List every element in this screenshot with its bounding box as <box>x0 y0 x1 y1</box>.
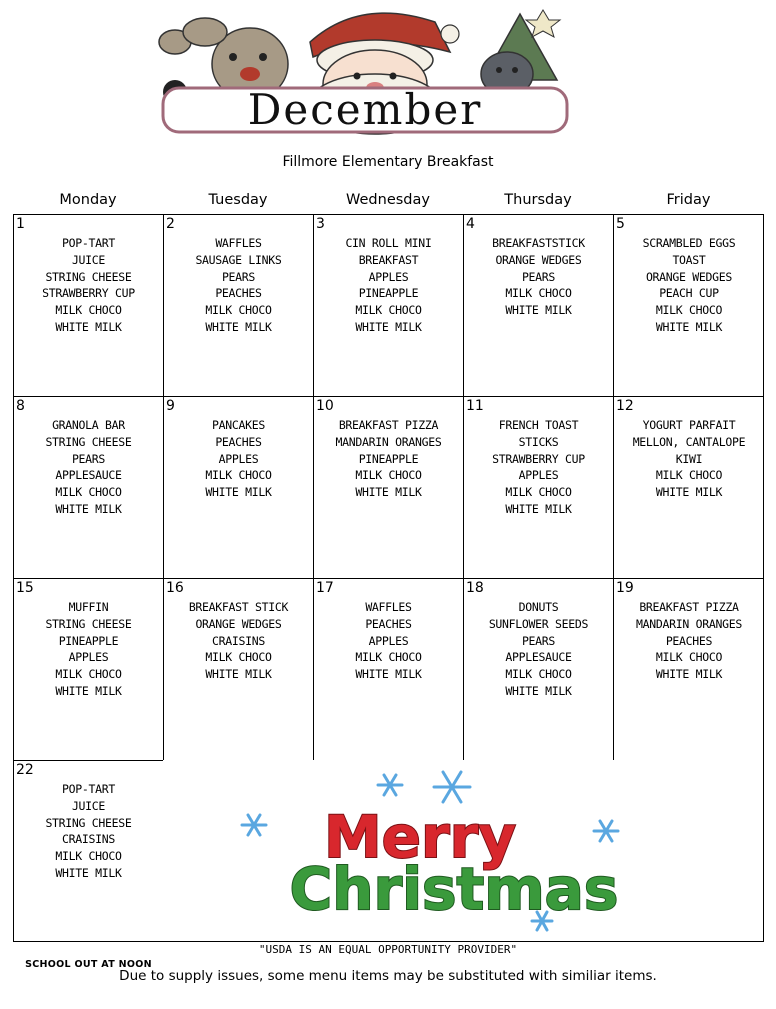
menu-item: SCRAMBLED EGGS <box>642 236 736 250</box>
menu-item: CIN ROLL MINI <box>345 236 432 250</box>
menu-item: SUNFLOWER SEEDS <box>488 616 589 631</box>
menu-items <box>464 417 613 518</box>
menu-item: MILK CHOCO <box>205 303 272 318</box>
menu-items <box>614 235 764 336</box>
date-number: 4 <box>466 216 475 232</box>
day-cell-monday <box>13 396 163 578</box>
menu-item: MILK CHOCO <box>355 468 422 483</box>
menu-item: BREAKFAST STICK <box>188 600 289 614</box>
menu-item: WHITE MILK <box>355 319 422 334</box>
menu-item: MELLON, CANTALOPE <box>632 434 746 449</box>
menu-item: WHITE MILK <box>505 501 572 516</box>
menu-item: CRAISINS <box>62 832 115 847</box>
day-cell-friday <box>613 214 764 396</box>
menu-item: PEACHES <box>665 633 713 648</box>
menu-item: WHITE MILK <box>355 485 422 500</box>
menu-item: APPLESAUCE <box>55 468 122 483</box>
menu-items <box>14 417 163 518</box>
substitution-disclaimer: Due to supply issues, some menu items may be substituted with similiar items. <box>119 968 657 984</box>
menu-item: APPLES <box>218 451 259 466</box>
menu-item: MILK CHOCO <box>505 485 572 500</box>
menu-item: STICKS <box>518 434 559 449</box>
menu-item: WHITE MILK <box>205 485 272 500</box>
menu-item: WAFFLES <box>215 236 262 250</box>
day-cell-thursday <box>463 578 613 760</box>
menu-item: BREAKFAST PIZZA <box>338 418 439 432</box>
date-number: 17 <box>316 580 334 596</box>
menu-item: WHITE MILK <box>505 683 572 698</box>
menu-item: WHITE MILK <box>655 485 723 500</box>
menu-item: MANDARIN ORANGES <box>335 434 442 449</box>
menu-item: APPLES <box>368 633 409 648</box>
menu-item: STRING CHEESE <box>45 434 132 449</box>
weekday-header-row <box>13 192 764 214</box>
day-cell-tuesday <box>163 214 313 396</box>
menu-item: STRAWBERRY CUP <box>492 451 585 466</box>
day-cell-wednesday <box>313 578 463 760</box>
month-lettering: December <box>247 85 483 134</box>
menu-item: BREAKFAST PIZZA <box>639 600 739 614</box>
day-cell-tuesday <box>163 578 313 760</box>
usda-statement: "USDA IS AN EQUAL OPPORTUNITY PROVIDER" <box>258 943 518 956</box>
day-cell-friday <box>613 396 764 578</box>
date-number: 12 <box>616 398 634 414</box>
menu-item: BREAKFASTSTICK <box>492 236 585 250</box>
menu-item: MILK CHOCO <box>55 849 122 864</box>
menu-item: DONUTS <box>518 600 559 614</box>
menu-item: KIWI <box>675 451 703 466</box>
day-header-monday: Monday <box>59 192 117 208</box>
menu-items <box>614 417 764 501</box>
menu-item: WHITE MILK <box>655 319 723 334</box>
menu-items <box>14 599 163 700</box>
menu-item: APPLESAUCE <box>505 650 572 665</box>
menu-item: MILK CHOCO <box>55 303 122 318</box>
day-header-thursday: Thursday <box>504 192 572 208</box>
menu-item: PEACH CUP <box>659 286 719 301</box>
menu-item: APPLES <box>518 468 559 483</box>
date-number: 3 <box>316 216 325 232</box>
menu-items <box>164 599 313 683</box>
menu-item: MILK CHOCO <box>355 303 422 318</box>
menu-item: PEARS <box>521 269 556 284</box>
december-header-illustration <box>145 2 585 142</box>
menu-item: GRANOLA BAR <box>52 418 125 432</box>
menu-item: WHITE MILK <box>205 667 272 682</box>
christmas-tree-icon <box>481 10 560 96</box>
menu-item: MILK CHOCO <box>505 667 572 682</box>
menu-item: WHITE MILK <box>355 667 422 682</box>
menu-item: PEACHES <box>215 434 262 449</box>
day-note: SCHOOL OUT AT NOON <box>25 959 152 970</box>
menu-item: STRING CHEESE <box>45 269 132 284</box>
menu-item: MILK CHOCO <box>655 650 723 665</box>
menu-item: YOGURT PARFAIT <box>642 418 736 432</box>
menu-item: PEACHES <box>365 616 412 631</box>
day-cell-wednesday <box>313 396 463 578</box>
banner-merry: Merry <box>323 803 517 871</box>
menu-items <box>14 781 163 882</box>
menu-items <box>164 417 313 501</box>
day-cell-friday <box>613 578 764 760</box>
menu-item: WHITE MILK <box>505 303 572 318</box>
menu-item: PANCAKES <box>212 418 265 432</box>
menu-item: JUICE <box>71 252 106 267</box>
day-header-tuesday: Tuesday <box>208 192 268 208</box>
menu-item: BREAKFAST <box>358 252 419 267</box>
menu-items <box>14 235 163 336</box>
day-cell-monday <box>13 214 163 396</box>
menu-items <box>314 235 463 336</box>
menu-item: STRING CHEESE <box>45 815 132 830</box>
date-number: 9 <box>166 398 175 414</box>
date-number: 11 <box>466 398 484 414</box>
day-cell-wednesday <box>313 214 463 396</box>
menu-item: PINEAPPLE <box>358 286 419 301</box>
menu-item: WHITE MILK <box>55 501 122 516</box>
menu-item: MILK CHOCO <box>655 303 723 318</box>
menu-item: ORANGE WEDGES <box>195 616 282 631</box>
date-number: 5 <box>616 216 625 232</box>
date-number: 22 <box>16 762 34 778</box>
menu-item: WHITE MILK <box>55 683 122 698</box>
menu-item: TOAST <box>672 252 706 267</box>
date-number: 8 <box>16 398 25 414</box>
menu-item: PINEAPPLE <box>358 451 419 466</box>
menu-item: STRAWBERRY CUP <box>42 286 135 301</box>
menu-item: WHITE MILK <box>55 319 122 334</box>
menu-item: WAFFLES <box>365 600 412 614</box>
menu-item: ORANGE WEDGES <box>645 269 733 284</box>
menu-item: MILK CHOCO <box>505 286 572 301</box>
menu-item: FRENCH TOAST <box>498 418 579 432</box>
menu-item: PEARS <box>71 451 106 466</box>
menu-item: POP-TART <box>62 782 115 796</box>
day-cell-thursday <box>463 396 613 578</box>
date-number: 15 <box>16 580 34 596</box>
menu-item: JUICE <box>71 798 106 813</box>
day-cell-monday <box>13 578 163 760</box>
day-header-friday: Friday <box>666 192 711 208</box>
menu-item: MANDARIN ORANGES <box>636 616 742 631</box>
date-number: 1 <box>16 216 25 232</box>
menu-item: POP-TART <box>62 236 115 250</box>
menu-items <box>314 417 463 501</box>
menu-item: PEARS <box>221 269 256 284</box>
menu-item: MILK CHOCO <box>55 667 122 682</box>
menu-item: MILK CHOCO <box>205 468 272 483</box>
date-number: 18 <box>466 580 484 596</box>
menu-item: WHITE MILK <box>655 667 723 682</box>
menu-item: APPLES <box>368 269 409 284</box>
menu-item: MILK CHOCO <box>655 468 723 483</box>
menu-item: SAUSAGE LINKS <box>195 252 282 267</box>
menu-item: STRING CHEESE <box>45 616 132 631</box>
day-cell-monday <box>13 760 163 970</box>
page-title: Fillmore Elementary Breakfast <box>282 154 494 170</box>
menu-item: MILK CHOCO <box>355 650 422 665</box>
menu-item: ORANGE WEDGES <box>495 252 582 267</box>
menu-item: WHITE MILK <box>205 319 272 334</box>
menu-item: APPLES <box>68 650 109 665</box>
day-cell-thursday <box>463 214 613 396</box>
menu-items <box>164 235 313 336</box>
menu-item: MILK CHOCO <box>55 485 122 500</box>
date-number: 2 <box>166 216 175 232</box>
date-number: 16 <box>166 580 184 596</box>
menu-items <box>314 599 463 683</box>
menu-items <box>464 235 613 319</box>
day-cell-tuesday <box>163 396 313 578</box>
date-number: 19 <box>616 580 634 596</box>
date-number: 10 <box>316 398 334 414</box>
menu-item: MILK CHOCO <box>205 650 272 665</box>
merry-christmas-banner <box>164 761 764 941</box>
menu-item: PINEAPPLE <box>58 633 119 648</box>
menu-item: PEARS <box>521 633 556 648</box>
menu-item: PEACHES <box>215 286 262 301</box>
menu-item: MUFFIN <box>68 600 109 614</box>
menu-items <box>614 599 764 683</box>
menu-items <box>464 599 613 700</box>
day-header-wednesday: Wednesday <box>346 192 430 208</box>
menu-item: CRAISINS <box>212 633 265 648</box>
banner-christmas: Christmas <box>289 855 619 923</box>
menu-item: WHITE MILK <box>55 865 122 880</box>
